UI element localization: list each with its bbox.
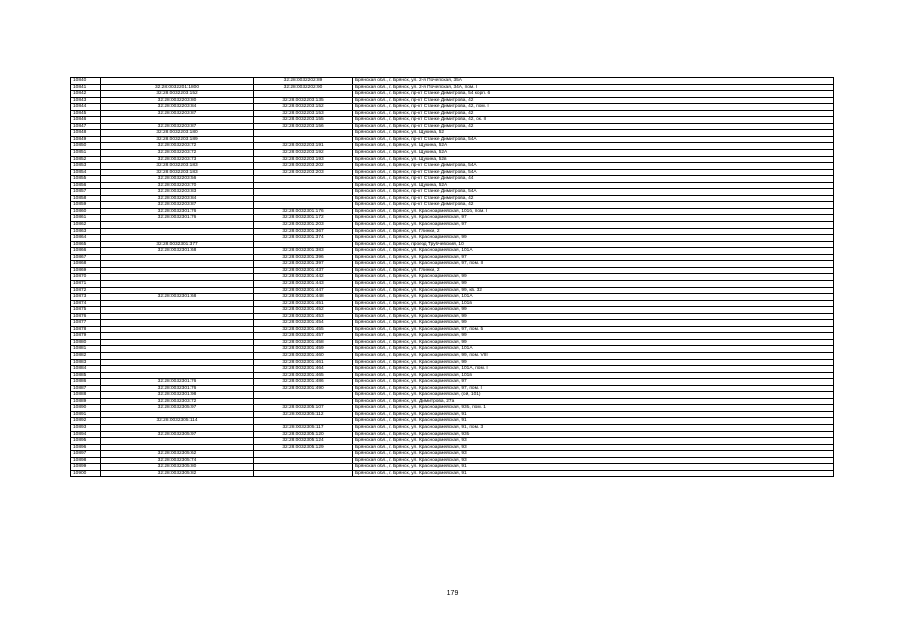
cadastral-number-cell: 32:28:0032305:97 xyxy=(101,431,254,438)
row-number-cell: 10877 xyxy=(71,320,101,327)
cadastral-number-cell: 32:28:0032203:84 xyxy=(101,104,254,111)
address-cell: Брянская обл., г. Брянск, ул. Красноармейская, 99, пом. VIII xyxy=(353,352,834,359)
object-cadastral-number-cell: 32:28:0032301:460 xyxy=(254,352,353,359)
cadastral-number-cell: 32:28:0032203:87 xyxy=(101,123,254,130)
object-cadastral-number-cell: 32:28:0032305:124 xyxy=(254,438,353,445)
row-number-cell: 10858 xyxy=(71,195,101,202)
row-number-cell: 10861 xyxy=(71,215,101,222)
address-cell: Брянская обл., г. Брянск, пр-кт Станке Димитрова, 42 xyxy=(353,195,834,202)
address-cell: Брянская обл., г. Брянск, ул. Красноармейская, 99 xyxy=(353,280,834,287)
row-number-cell: 10866 xyxy=(71,248,101,255)
object-cadastral-number-cell: 32:28:0032301:203 xyxy=(254,222,353,229)
row-number-cell: 10889 xyxy=(71,398,101,405)
row-number-cell: 10870 xyxy=(71,274,101,281)
address-cell: Брянская обл., г. Брянск, ул. Красноармейская, 101А xyxy=(353,346,834,353)
address-cell: Брянская обл., г. Брянск, пр-кт Станке Димитрова, 54 корп. 6 xyxy=(353,91,834,98)
address-cell: Брянская обл., г. Брянск, ул. Красноармейская, 101б, пом. I xyxy=(353,208,834,215)
address-cell: Брянская обл., г. Брянск, пр-кт Станке Димитрова, 54А xyxy=(353,136,834,143)
cadastral-number-cell: 32:28:0032303:72 xyxy=(101,398,254,405)
row-number-cell: 10868 xyxy=(71,261,101,268)
object-cadastral-number-cell: 32:28:0032203:203 xyxy=(254,169,353,176)
object-cadastral-number-cell: 32:28:0032301:453 xyxy=(254,313,353,320)
row-number-cell: 10899 xyxy=(71,464,101,471)
row-number-cell: 10896 xyxy=(71,444,101,451)
address-cell: Брянская обл., г. Брянск, ул. Щукина, 52 xyxy=(353,130,834,137)
row-number-cell: 10881 xyxy=(71,346,101,353)
object-cadastral-number-cell: 32:28:0032301:442 xyxy=(254,274,353,281)
address-cell: Брянская обл., г. Брянск, ул. Щукина, 52А xyxy=(353,150,834,157)
object-cadastral-number-cell: 32:28:0032305:107 xyxy=(254,405,353,412)
address-cell: Брянская обл., г. Брянск, ул. Красноармейская, 99 xyxy=(353,274,834,281)
object-cadastral-number-cell: 32:28:0032301:486 xyxy=(254,379,353,386)
object-cadastral-number-cell: 32:28:0032301:465 xyxy=(254,372,353,379)
address-cell: Брянская обл., г. Брянск, ул. Красноармейская, (ой, 101) xyxy=(353,392,834,399)
row-number-cell: 10898 xyxy=(71,457,101,464)
cadastral-number-cell: 32:28:0032203:72 xyxy=(101,150,254,157)
row-number-cell: 10853 xyxy=(71,163,101,170)
object-cadastral-number-cell: 32:28:0032203:135 xyxy=(254,97,353,104)
row-number-cell: 10886 xyxy=(71,379,101,386)
address-cell: Брянская обл., г. Брянск, ул. Красноармейская, 93 xyxy=(353,438,834,445)
cadastral-number-cell: 32:28:0032301:68 xyxy=(101,294,254,301)
object-cadastral-number-cell: 32:28:0032203:191 xyxy=(254,143,353,150)
cadastral-number-cell: 32:28:0032203:80 xyxy=(101,97,254,104)
address-cell: Брянская обл., г. Брянск, ул. Красноармейская, 93 xyxy=(353,444,834,451)
row-number-cell: 10847 xyxy=(71,123,101,130)
object-cadastral-number-cell: 32:28:0032301:447 xyxy=(254,287,353,294)
address-cell: Брянская обл., г. Брянск, ул. Красноармейская, 91 xyxy=(353,411,834,418)
object-cadastral-number-cell: 32:28:0032301:458 xyxy=(254,339,353,346)
row-number-cell: 10887 xyxy=(71,385,101,392)
object-cadastral-number-cell: 32:28:0032305:112 xyxy=(254,411,353,418)
row-number-cell: 10864 xyxy=(71,235,101,242)
address-cell: Брянская обл., г. Брянск, ул. Димитрова, 27а xyxy=(353,398,834,405)
row-number-cell: 10845 xyxy=(71,110,101,117)
address-cell: Брянская обл., г. Брянск, ул. Красноармейская, 99 xyxy=(353,333,834,340)
object-cadastral-number-cell: 32:28:0032301:397 xyxy=(254,261,353,268)
object-cadastral-number-cell: 32:28:0032203:193 xyxy=(254,156,353,163)
object-cadastral-number-cell: 32:28:0032301:176 xyxy=(254,208,353,215)
address-cell: Брянская обл., г. Брянск, ул. Красноармейская, 99 xyxy=(353,235,834,242)
object-cadastral-number-cell: 32:28:0032301:455 xyxy=(254,326,353,333)
row-number-cell: 10863 xyxy=(71,228,101,235)
address-cell: Брянская обл., г. Брянск, пр-кт Станке Димитрова, 42 xyxy=(353,97,834,104)
row-number-cell: 10892 xyxy=(71,418,101,425)
row-number-cell: 10871 xyxy=(71,280,101,287)
row-number-cell: 10867 xyxy=(71,254,101,261)
cadastral-number-cell: 32:28:0032203:72 xyxy=(101,143,254,150)
cadastral-number-cell: 32:28:0032301:68 xyxy=(101,248,254,255)
cadastral-number-cell: 32:28:0032203:180 xyxy=(101,130,254,137)
object-cadastral-number-cell: 32:28:0032301:459 xyxy=(254,346,353,353)
address-cell: Брянская обл., г. Брянск, ул. Щукина, 52в xyxy=(353,156,834,163)
address-cell: Брянская обл., г. Брянск, пр-кт Станке Димитрова, 42 xyxy=(353,202,834,209)
object-cadastral-number-cell: 32:28:0032301:451 xyxy=(254,300,353,307)
object-cadastral-number-cell: 32:28:0032301:172 xyxy=(254,215,353,222)
cadastral-number-cell: 32:28:0032301:76 xyxy=(101,385,254,392)
cadastral-number-cell: 32:28:0032203:56 xyxy=(101,176,254,183)
address-cell: Брянская обл., г. Брянск, пр-кт Станке Димитрова, 54А xyxy=(353,169,834,176)
address-cell: Брянская обл., г. Брянск, ул. Красноармейская, 91 xyxy=(353,470,834,477)
page-number: 179 xyxy=(446,590,459,597)
row-number-cell: 10893 xyxy=(71,424,101,431)
object-cadastral-number-cell: 32:28:0032202:89 xyxy=(254,78,353,85)
row-number-cell: 10874 xyxy=(71,300,101,307)
row-number-cell: 10900 xyxy=(71,470,101,477)
row-number-cell: 10891 xyxy=(71,411,101,418)
row-number-cell: 10865 xyxy=(71,241,101,248)
address-cell: Брянская обл., г. Брянск, ул. Красноармейская, 101в xyxy=(353,300,834,307)
cadastral-number-cell: 32:28:0032203:189 xyxy=(101,136,254,143)
row-number-cell: 10851 xyxy=(71,150,101,157)
row-number-cell: 10854 xyxy=(71,169,101,176)
row-number-cell: 10882 xyxy=(71,352,101,359)
row-number-cell: 10852 xyxy=(71,156,101,163)
object-cadastral-number-cell: 32:28:0032203:202 xyxy=(254,163,353,170)
object-cadastral-number-cell: 32:28:0032301:461 xyxy=(254,359,353,366)
address-cell: Брянская обл., г. Брянск, пр-кт Станке Димитрова, 42 xyxy=(353,123,834,130)
address-cell: Брянская обл., г. Брянск, ул. Красноармейская, 97, пом. 5 xyxy=(353,326,834,333)
object-cadastral-number-cell xyxy=(254,470,353,477)
row-number-cell: 10846 xyxy=(71,117,101,124)
cadastral-number-cell: 32:28:0032305:62 xyxy=(101,451,254,458)
cadastral-number-cell: 32:28:0032201:1800 xyxy=(101,84,254,91)
cadastral-number-cell: 32:28:0032203:87 xyxy=(101,110,254,117)
object-cadastral-number-cell: 32:28:0032301:396 xyxy=(254,254,353,261)
row-number-cell: 10897 xyxy=(71,451,101,458)
address-cell: Брянская обл., г. Брянск, ул. Красноармейская, 101в xyxy=(353,372,834,379)
object-cadastral-number-cell: 32:28:0032301:490 xyxy=(254,385,353,392)
address-cell: Брянская обл., г. Брянск, ул. Красноармейская, 99, кв. 32 xyxy=(353,287,834,294)
object-cadastral-number-cell: 32:28:0032203:156 xyxy=(254,123,353,130)
object-cadastral-number-cell: 32:28:0032202:90 xyxy=(254,84,353,91)
address-cell: Брянская обл., г. Брянск, ул. Глинки, 2 xyxy=(353,267,834,274)
cadastral-number-cell: 32:28:0032203:152 xyxy=(101,91,254,98)
address-cell: Брянская обл., г. Брянск, ул. Красноармейская, 101А xyxy=(353,294,834,301)
address-cell: Брянская обл., г. Брянск, ул. Красноармейская, 97 xyxy=(353,222,834,229)
object-cadastral-number-cell: 32:28:0032301:367 xyxy=(254,228,353,235)
address-cell: Брянская обл., г. Брянск, ул. Красноармейская, 99 xyxy=(353,313,834,320)
cadastral-number-cell: 32:28:0032305:74 xyxy=(101,457,254,464)
object-cadastral-number-cell: 32:28:0032305:120 xyxy=(254,431,353,438)
address-cell: Брянская обл., г. Брянск, ул. Красноармейская, 99 xyxy=(353,307,834,314)
row-number-cell: 10873 xyxy=(71,294,101,301)
cadastral-number-cell: 32:28:0032203:87 xyxy=(101,202,254,209)
address-cell: Брянская обл., г. Брянск, пр-кт Станке Димитрова, 42, ок. II xyxy=(353,117,834,124)
cadastral-number-cell: 32:28:0032305:80 xyxy=(101,464,254,471)
row-number-cell: 10842 xyxy=(71,91,101,98)
row-number-cell: 10894 xyxy=(71,431,101,438)
row-number-cell: 10885 xyxy=(71,372,101,379)
object-cadastral-number-cell: 32:28:0032301:454 xyxy=(254,320,353,327)
row-number-cell: 10878 xyxy=(71,326,101,333)
address-cell: Брянская обл., г. Брянск, ул. Красноармейская, 101А xyxy=(353,248,834,255)
row-number-cell: 10841 xyxy=(71,84,101,91)
cadastral-number-cell: 32:28:0032203:84 xyxy=(101,195,254,202)
address-cell: Брянская обл., г. Брянск, ул. Красноармейская, 97, пом. II xyxy=(353,261,834,268)
row-number-cell: 10860 xyxy=(71,208,101,215)
address-cell: Брянская обл., г. Брянск, пр-кт Станке Димитрова, 54А xyxy=(353,163,834,170)
address-cell: Брянская обл., г. Брянск, ул. 2-я Почепская, 34А, пом. I xyxy=(353,84,834,91)
cadastral-number-cell: 32:28:0032305:114 xyxy=(101,418,254,425)
cadastral-number-cell: 32:28:0032301:76 xyxy=(101,379,254,386)
address-cell: Брянская обл., г. Брянск, ул. Красноармейская, 97 xyxy=(353,379,834,386)
table-row xyxy=(71,470,834,477)
row-number-cell: 10895 xyxy=(71,438,101,445)
row-number-cell: 10848 xyxy=(71,130,101,137)
address-cell: Брянская обл., г. Брянск, проезд Трубчевский, 10 xyxy=(353,241,834,248)
row-number-cell: 10872 xyxy=(71,287,101,294)
object-cadastral-number-cell: 32:28:0032301:464 xyxy=(254,366,353,373)
address-cell: Брянская обл., г. Брянск, пр-кт Станке Димитрова, 42 xyxy=(353,110,834,117)
cadastral-number-cell: 32:28:0032203:70 xyxy=(101,182,254,189)
row-number-cell: 10880 xyxy=(71,339,101,346)
cadastral-number-cell: 32:28:0032301:98 xyxy=(101,392,254,399)
row-number-cell: 10855 xyxy=(71,176,101,183)
address-cell: Брянская обл., г. Брянск, ул. Красноармейская, 97 xyxy=(353,215,834,222)
cadastral-number-cell: 32:28:0032203:183 xyxy=(101,169,254,176)
cadastral-number-cell: 32:28:0032203:83 xyxy=(101,189,254,196)
object-cadastral-number-cell: 32:28:0032301:437 xyxy=(254,267,353,274)
address-cell: Брянская обл., г. Брянск, ул. Красноармейская, 101А, пом. I xyxy=(353,366,834,373)
object-cadastral-number-cell: 32:28:0032305:129 xyxy=(254,444,353,451)
address-cell: Брянская обл., г. Брянск, ул. Красноармейская, 99 xyxy=(353,359,834,366)
row-number-cell: 10840 xyxy=(71,78,101,85)
object-cadastral-number-cell: 32:28:0032301:443 xyxy=(254,280,353,287)
row-number-cell: 10875 xyxy=(71,307,101,314)
address-cell: Брянская обл., г. Брянск, ул. Глинки, 2 xyxy=(353,228,834,235)
cadastral-number-cell: 32:28:0032305:82 xyxy=(101,470,254,477)
row-number-cell: 10850 xyxy=(71,143,101,150)
row-number-cell: 10862 xyxy=(71,222,101,229)
address-cell: Брянская обл., г. Брянск, ул. Красноармейская, 91 xyxy=(353,418,834,425)
row-number-cell: 10856 xyxy=(71,182,101,189)
address-cell: Брянская обл., г. Брянск, ул. 2-я Почепская, 35А xyxy=(353,78,834,85)
address-cell: Брянская обл., г. Брянск, ул. Красноармейская, 99 xyxy=(353,320,834,327)
address-cell: Брянская обл., г. Брянск, ул. Щукина, 52А xyxy=(353,143,834,150)
address-cell: Брянская обл., г. Брянск, ул. Щукина, 52А xyxy=(353,182,834,189)
object-cadastral-number-cell: 32:28:0032301:448 xyxy=(254,294,353,301)
object-cadastral-number-cell: 32:28:0032203:155 xyxy=(254,117,353,124)
address-cell: Брянская обл., г. Брянск, ул. Красноармейская, 93б xyxy=(353,431,834,438)
address-cell: Брянская обл., г. Брянск, ул. Красноармейская, 91, пом. 3 xyxy=(353,424,834,431)
row-number-cell: 10869 xyxy=(71,267,101,274)
address-cell: Брянская обл., г. Брянск, ул. Красноармейская, 97 xyxy=(353,254,834,261)
object-cadastral-number-cell: 32:28:0032203:152 xyxy=(254,104,353,111)
object-cadastral-number-cell: 32:28:0032203:192 xyxy=(254,150,353,157)
address-cell: Брянская обл., г. Брянск, пр-кт Станке Димитрова, 54А xyxy=(353,189,834,196)
row-number-cell: 10884 xyxy=(71,366,101,373)
address-cell: Брянская обл., г. Брянск, ул. Красноармейская, 91 xyxy=(353,464,834,471)
address-cell: Брянская обл., г. Брянск, ул. Красноармейская, 93 xyxy=(353,457,834,464)
object-cadastral-number-cell: 32:28:0032301:457 xyxy=(254,333,353,340)
row-number-cell: 10859 xyxy=(71,202,101,209)
cadastral-number-cell: 32:28:0032301:76 xyxy=(101,215,254,222)
table-body xyxy=(71,78,834,477)
row-number-cell: 10876 xyxy=(71,313,101,320)
object-cadastral-number-cell: 32:28:0032301:383 xyxy=(254,248,353,255)
object-cadastral-number-cell: 32:28:0032301:452 xyxy=(254,307,353,314)
address-cell: Брянская обл., г. Брянск, ул. Красноармейская, 97, пом. I xyxy=(353,385,834,392)
object-cadastral-number-cell: 32:28:0032203:153 xyxy=(254,110,353,117)
row-number-cell: 10844 xyxy=(71,104,101,111)
row-number-cell: 10849 xyxy=(71,136,101,143)
cadastral-number-cell: 32:28:0032203:183 xyxy=(101,163,254,170)
address-cell: Брянская обл., г. Брянск, ул. Красноармейская, 93б, пом. 1 xyxy=(353,405,834,412)
row-number-cell: 10883 xyxy=(71,359,101,366)
address-cell: Брянская обл., г. Брянск, пр-кт Станке Димитрова, 42, пом. I xyxy=(353,104,834,111)
address-cell: Брянская обл., г. Брянск, ул. Красноармейская, 99 xyxy=(353,339,834,346)
property-registry-table xyxy=(70,77,834,477)
row-number-cell: 10888 xyxy=(71,392,101,399)
row-number-cell: 10879 xyxy=(71,333,101,340)
cadastral-number-cell: 32:28:0032305:97 xyxy=(101,405,254,412)
row-number-cell: 10857 xyxy=(71,189,101,196)
object-cadastral-number-cell: 32:28:0032301:374 xyxy=(254,235,353,242)
cadastral-number-cell: 32:28:0032203:73 xyxy=(101,156,254,163)
address-cell: Брянская обл., г. Брянск, ул. Красноармейская, 93 xyxy=(353,451,834,458)
cadastral-number-cell: 32:28:0032301:76 xyxy=(101,208,254,215)
address-cell: Брянская обл., г. Брянск, пр-кт Станке Димитрова, 44 xyxy=(353,176,834,183)
object-cadastral-number-cell: 32:28:0032305:117 xyxy=(254,424,353,431)
cadastral-number-cell: 32:28:0032301:377 xyxy=(101,241,254,248)
row-number-cell: 10890 xyxy=(71,405,101,412)
row-number-cell: 10843 xyxy=(71,97,101,104)
